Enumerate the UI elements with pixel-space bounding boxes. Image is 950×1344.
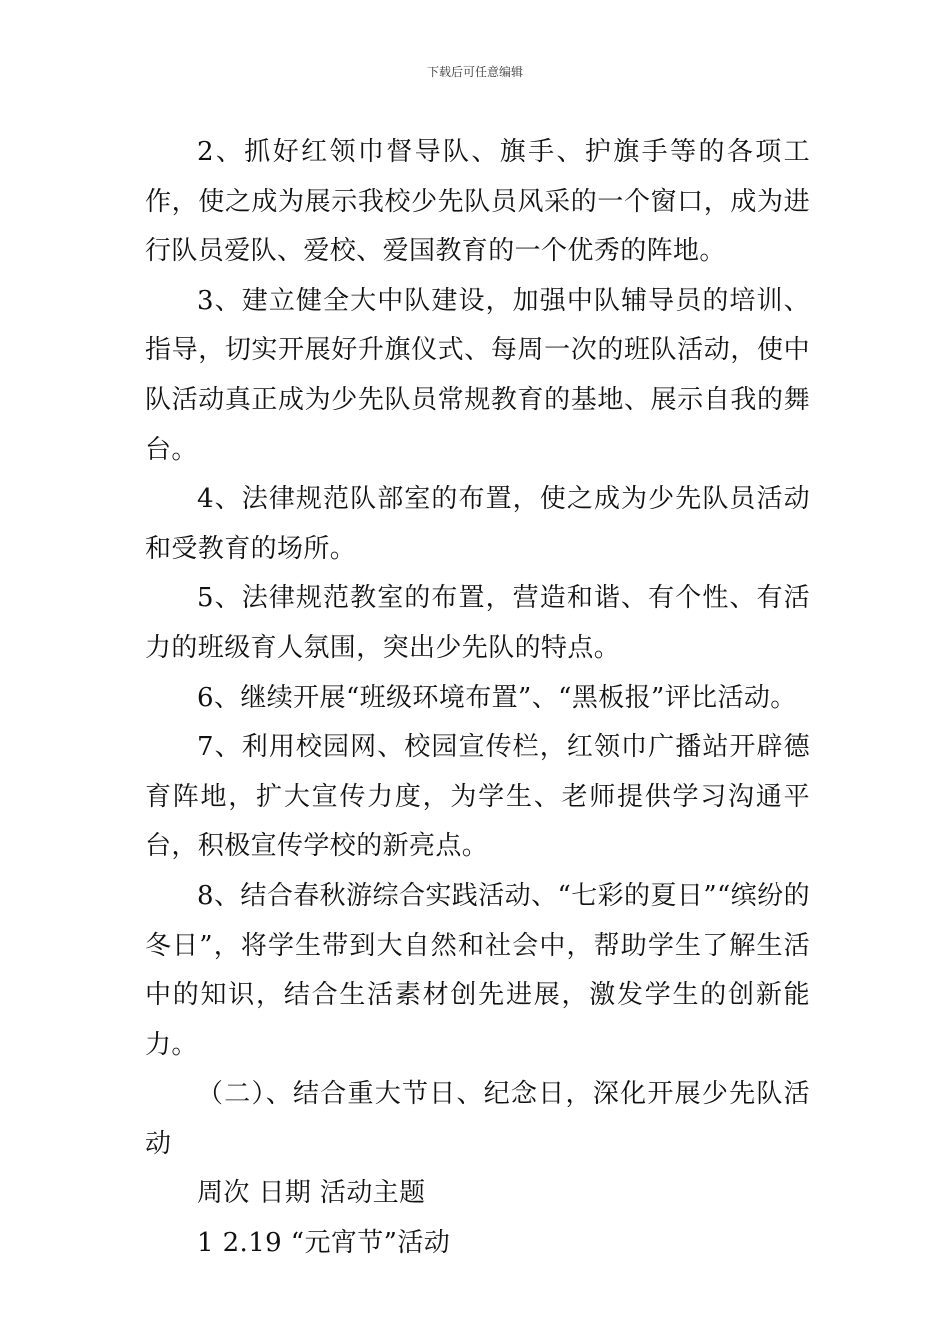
schedule-table-header: 周次 日期 活动主题 [197, 1178, 426, 1209]
paragraph-item-6: 6、继续开展“班级环境布置”、“黑板报”评比活动。 [197, 682, 797, 713]
paragraph-item-7: 7、利用校园网、校园宣传栏，红领巾广播站开辟德育阵地，扩大宣传力度，为学生、老师提供学习沟通平台，积极宣传学校的新亮点。 [145, 732, 810, 862]
page-header-note: 下载后可任意编辑 [426, 65, 523, 79]
paragraph-item-8: 8、结合春秋游综合实践活动、“七彩的夏日”“缤纷的冬日”，将学生带到大自然和社会中，帮助学生了解生活中的知识，结合生活素材创先进展，激发学生的创新能力。 [145, 880, 810, 1060]
document-body [145, 128, 810, 1269]
section-heading-2: （二）、结合重大节日、纪念日，深化开展少先队活动 [145, 1079, 810, 1159]
schedule-table-row: 1 2.19 “元宵节”活动 [197, 1228, 451, 1259]
paragraph-item-5: 5、法律规范教室的布置，营造和谐、有个性、有活力的班级育人氛围，突出少先队的特点。 [145, 583, 810, 663]
paragraph-item-2: 2、抓好红领巾督导队、旗手、护旗手等的各项工作，使之成为展示我校少先队员风采的一个窗口，成为进行队员爱队、爱校、爱国教育的一个优秀的阵地。 [145, 137, 810, 267]
paragraph-item-3: 3、建立健全大中队建设，加强中队辅导员的培训、指导，切实开展好升旗仪式、每周一次的班队活动，使中队活动真正成为少先队员常规教育的基地、展示自我的舞台。 [145, 285, 810, 465]
paragraph-item-4: 4、法律规范队部室的布置，使之成为少先队员活动和受教育的场所。 [145, 484, 810, 564]
